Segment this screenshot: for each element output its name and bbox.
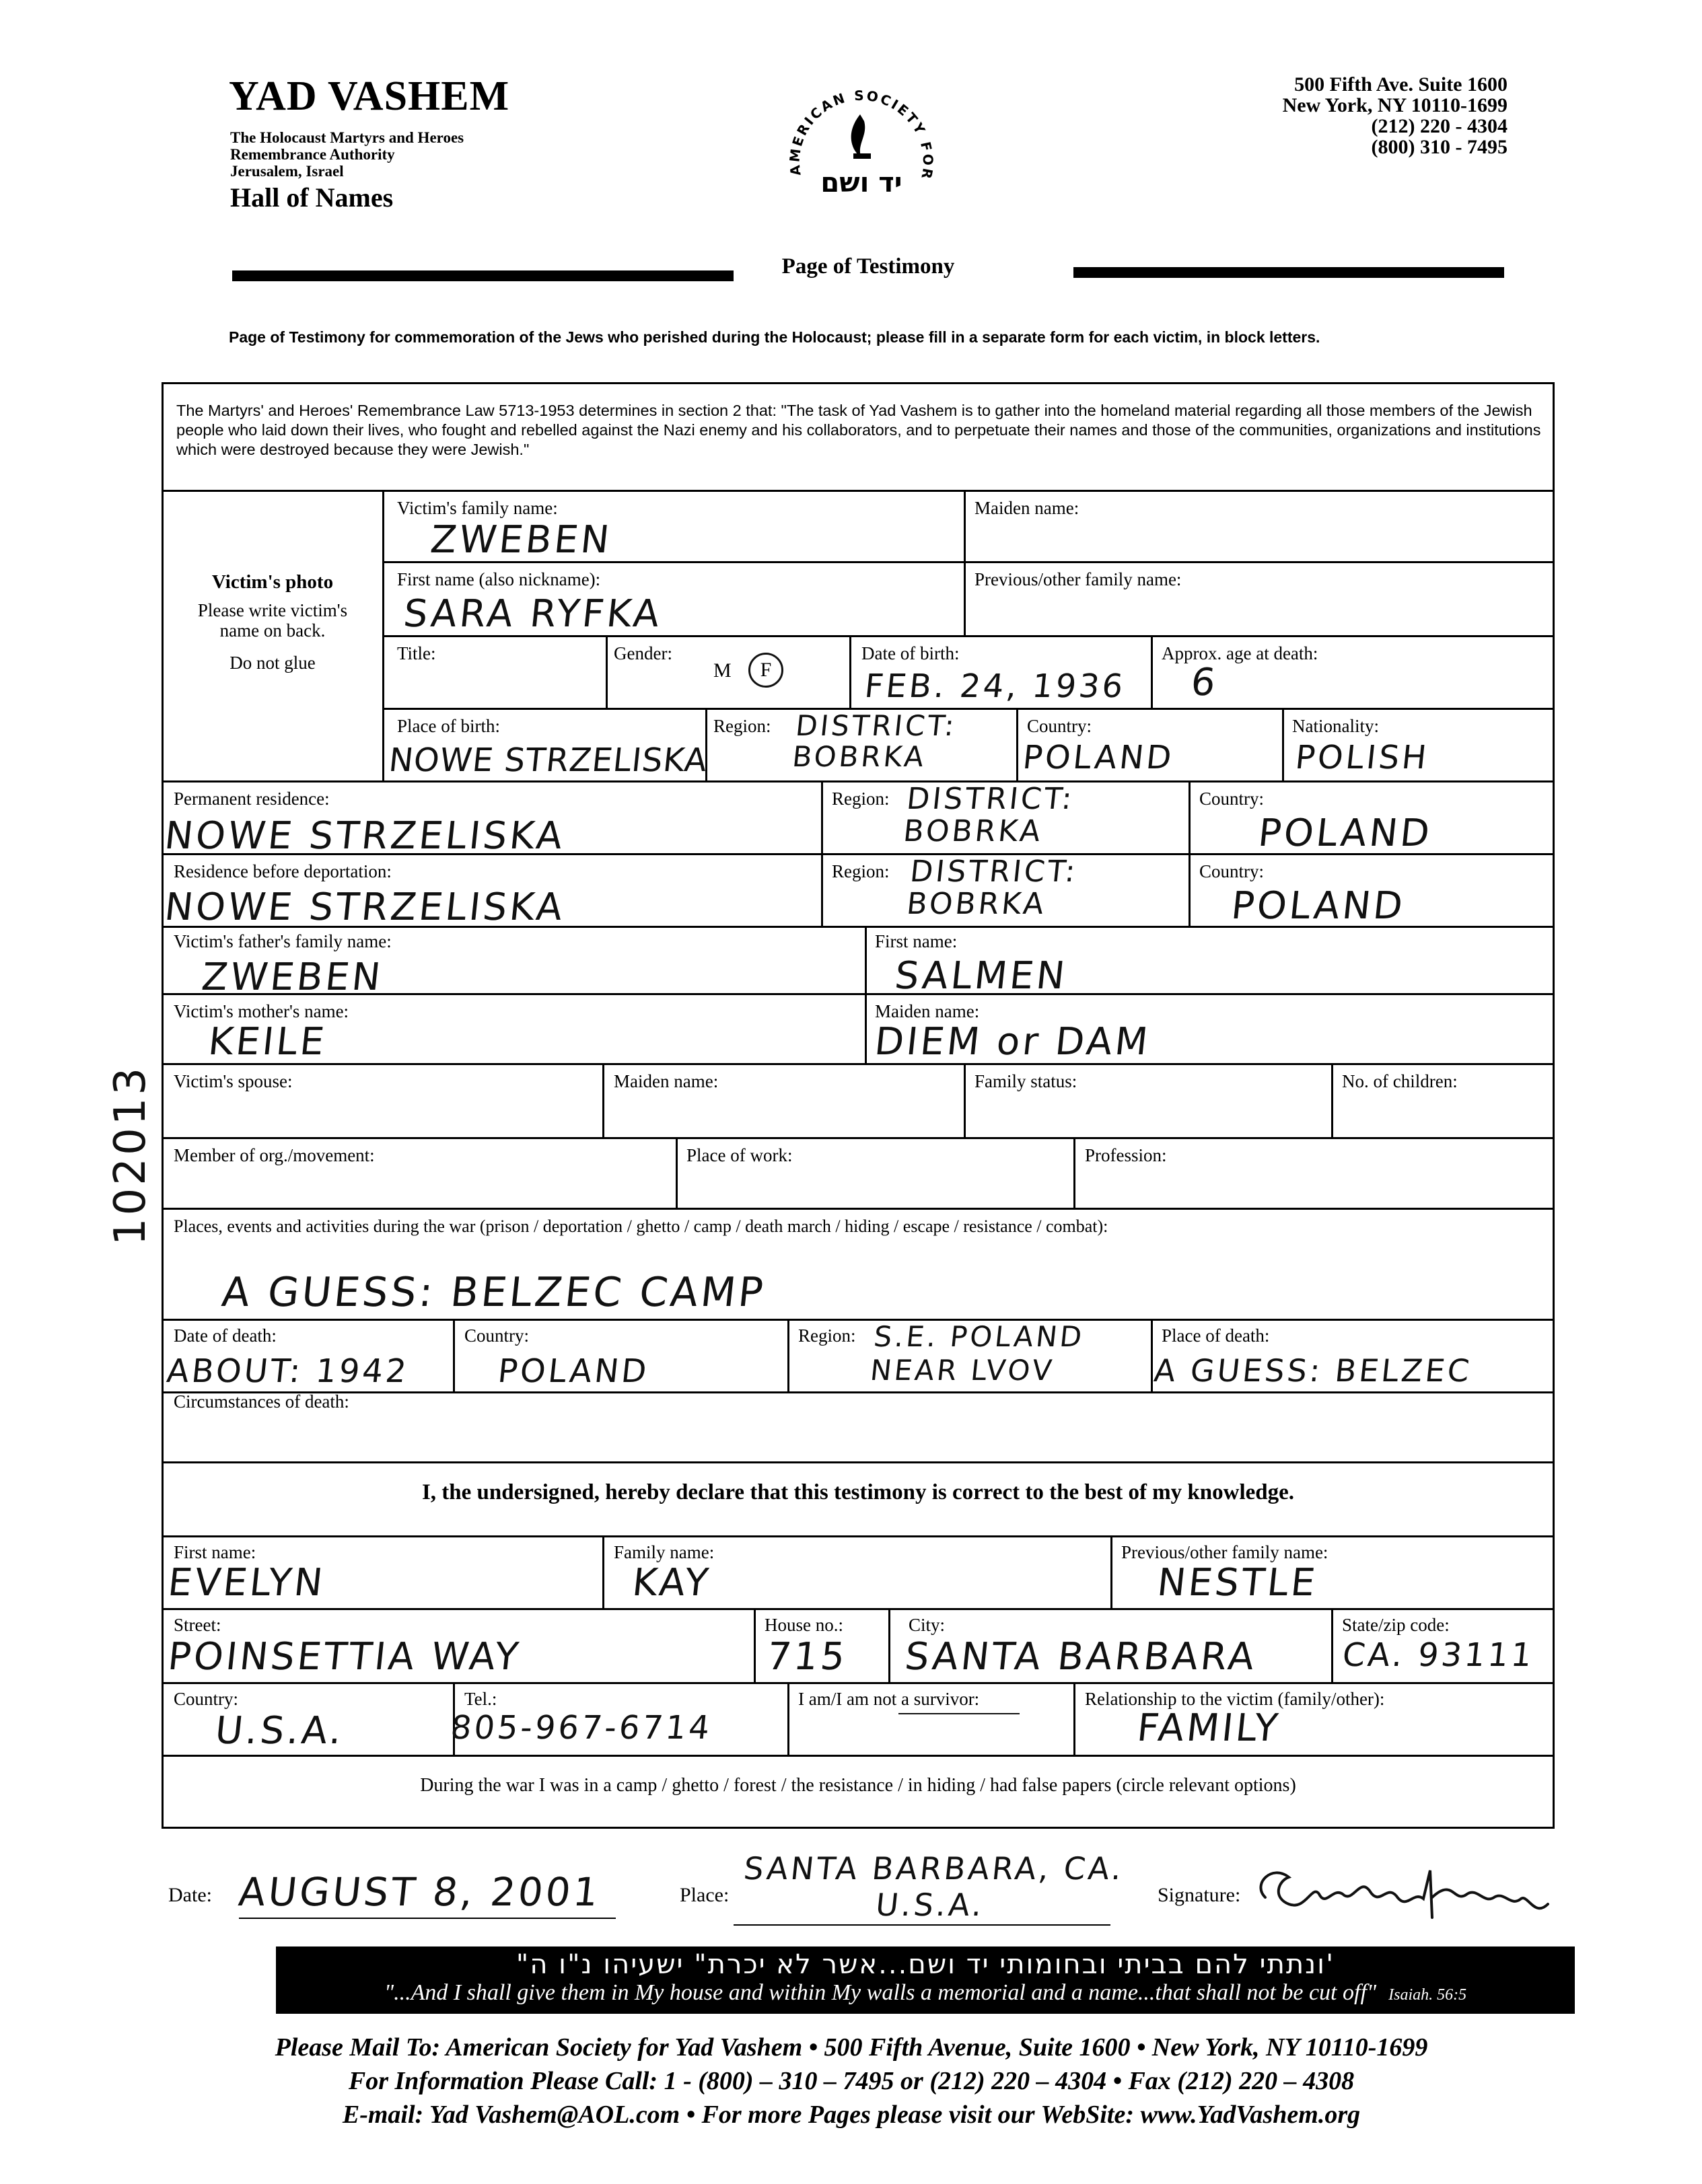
permanent-residence-label: Permanent residence: (174, 789, 330, 809)
date-of-birth-value[interactable]: FEB. 24, 1936 (863, 667, 1128, 705)
signature-image (1252, 1857, 1561, 1931)
pob-region-label: Region: (713, 716, 771, 736)
place-value[interactable]: SANTA BARBARA, CA. U.S.A. (742, 1850, 1127, 1923)
gender-f-option-circled[interactable]: F (748, 653, 783, 688)
mother-name-label: Victim's mother's name: (174, 1001, 349, 1021)
signature-label: Signature: (1158, 1884, 1241, 1906)
dod-country-value[interactable]: POLAND (496, 1352, 651, 1390)
place-of-death-value[interactable]: A GUESS: BELZEC (1152, 1352, 1474, 1389)
residence-before-deportation-label: Residence before deportation: (174, 861, 392, 881)
submitter-previous-name-label: Previous/other family name: (1121, 1542, 1328, 1562)
city-label: City: (909, 1615, 946, 1635)
age-at-death-label: Approx. age at death: (1162, 643, 1318, 663)
father-family-name-value[interactable]: ZWEBEN (199, 955, 386, 999)
date-of-birth-label: Date of birth: (861, 643, 960, 663)
place-of-birth-value[interactable]: NOWE STRZELISKA (387, 741, 709, 779)
quote-citation: Isaiah. 56:5 (1388, 1986, 1467, 2004)
date-label: Date: (168, 1884, 212, 1906)
maiden-name-label: Maiden name: (974, 498, 1079, 518)
mother-name-value[interactable]: KEILE (206, 1020, 329, 1064)
nationality-label: Nationality: (1292, 716, 1379, 736)
place-of-work-label: Place of work: (686, 1145, 793, 1165)
hall-of-names: Hall of Names (230, 182, 394, 213)
age-at-death-value[interactable]: 6 (1189, 661, 1221, 704)
gender-m-option[interactable]: M (713, 659, 732, 682)
place-line (734, 1924, 1110, 1926)
place-of-birth-label: Place of birth: (397, 716, 500, 736)
date-of-death-label: Date of death: (174, 1325, 277, 1346)
residence-before-deportation-value[interactable]: NOWE STRZELISKA (162, 885, 567, 929)
house-number-value[interactable]: 715 (765, 1635, 850, 1679)
victim-photo-box: Victim's photo Please write victim's name on back. Do not glue (197, 571, 348, 673)
family-status-label: Family status: (974, 1071, 1077, 1091)
pob-region-value[interactable]: DISTRICT: BOBRKA (791, 709, 959, 773)
father-family-name-label: Victim's father's family name: (174, 931, 392, 951)
hebrew-quote: "ונתתי להם בביתי ובחומותי יד ושם...אשר לא יכרת" ישעיהו נ"ו ה' (516, 1949, 1335, 1980)
res-country-label: Country: (1199, 861, 1265, 881)
perm-country-value[interactable]: POLAND (1256, 811, 1435, 855)
family-name-value[interactable]: ZWEBEN (428, 518, 614, 562)
submitter-family-name-value[interactable]: KAY (630, 1561, 713, 1605)
place-label: Place: (680, 1884, 730, 1906)
father-first-name-label: First name: (875, 931, 958, 951)
first-name-label: First name (also nickname): (397, 569, 601, 589)
logo-hebrew: יד ושם (820, 168, 902, 198)
dod-region-label: Region: (798, 1325, 856, 1346)
address-block: 500 Fifth Ave. Suite 1600 New York, NY 10110-1699 (212) 220 - 4304 (800) 310 - 7495 (1282, 73, 1508, 158)
first-name-value[interactable]: SARA RYFKA (401, 592, 664, 636)
mother-maiden-name-value[interactable]: DIEM or DAM (872, 1020, 1153, 1064)
house-number-label: House no.: (765, 1615, 843, 1635)
date-value[interactable]: AUGUST 8, 2001 (236, 1869, 604, 1915)
submitter-country-value[interactable]: U.S.A. (213, 1709, 347, 1753)
relationship-value[interactable]: FAMILY (1135, 1706, 1283, 1750)
profession-label: Profession: (1085, 1145, 1167, 1165)
pob-country-label: Country: (1027, 716, 1092, 736)
declaration-text: I, the undersigned, hereby declare that this testimony is correct to the best of my knowledge. (421, 1480, 1295, 1504)
spouse-label: Victim's spouse: (174, 1071, 293, 1091)
state-zip-label: State/zip code: (1342, 1615, 1450, 1635)
father-first-name-value[interactable]: SALMEN (892, 954, 1070, 998)
english-quote: "...And I shall give them in My house and within My walls a memorial and a name...that shall not be cut off" (384, 1980, 1377, 2005)
perm-region-value[interactable]: DISTRICT: BOBRKA (901, 782, 1077, 848)
previous-family-name-label: Previous/other family name: (974, 569, 1182, 589)
number-of-children-label: No. of children: (1342, 1071, 1458, 1091)
org-subtitle: The Holocaust Martyrs and Heroes Remembrance Authority Jerusalem, Israel (230, 129, 464, 180)
header-rule-right (1073, 267, 1504, 278)
street-value[interactable]: POINSETTIA WAY (166, 1635, 524, 1679)
dod-region-value[interactable]: S.E. POLAND NEAR LVOV (868, 1320, 1086, 1387)
date-line (239, 1918, 616, 1919)
mailing-instructions: Please Mail To: American Society for Yad Vashem • 500 Fifth Avenue, Suite 1600 • New York, NY 10110-1699 For Information Please Call: 1 - (800) – 310 – 7495 or (212) 220 – 4304 • Fax (212) 220 – 4308 E-mail: Yad Vashem@AOL.com • For more Pages please visit our WebSite: www.YadVashem.org (275, 2033, 1428, 2129)
page-of-testimony-title: Page of Testimony (781, 254, 955, 279)
title-label: Title: (397, 643, 436, 663)
submitter-first-name-label: First name: (174, 1542, 256, 1562)
submitter-first-name-value[interactable]: EVELYN (166, 1561, 328, 1605)
mother-maiden-name-label: Maiden name: (875, 1001, 980, 1021)
society-logo (774, 74, 949, 249)
svg-text:AMERICAN SOCIETY FOR YAD VASHE: AMERICAN SOCIETY FOR (786, 87, 937, 182)
gender-label: Gender: (614, 643, 672, 663)
nationality-value[interactable]: POLISH (1293, 739, 1431, 776)
perm-country-label: Country: (1199, 789, 1265, 809)
intro-text: Page of Testimony for commemoration of the Jews who perished during the Holocaust; please fill in a separate form for each victim, in block letters. (229, 328, 1320, 346)
not-a-survivor-underline (898, 1713, 1020, 1714)
permanent-residence-value[interactable]: NOWE STRZELISKA (162, 814, 567, 858)
places-during-war-value[interactable]: A GUESS: BELZEC CAMP (219, 1269, 768, 1316)
isaiah-quote-banner (276, 1946, 1575, 2014)
law-text: The Martyrs' and Heroes' Remembrance Law 5713-1953 determines in section 2 that: "The task of Yad Vashem is to gather into the homeland material regarding all those members of the Jewish people who laid down their lives, who fought and rebelled against the Nazi enemy and his collaborators, and to perpetuate their names and those of the communities, organizations and institutions which were destroyed because they were Jewish." (176, 402, 1541, 458)
org-title: YAD VASHEM (229, 73, 510, 119)
telephone-value[interactable]: 805-967-6714 (449, 1709, 714, 1747)
dod-country-label: Country: (464, 1325, 530, 1346)
relationship-label: Relationship to the victim (family/other): (1085, 1689, 1385, 1709)
res-region-label: Region: (832, 861, 890, 881)
submitter-family-name-label: Family name: (614, 1542, 715, 1562)
pob-country-value[interactable]: POLAND (1021, 739, 1176, 776)
spouse-maiden-name-label: Maiden name: (614, 1071, 719, 1091)
telephone-label: Tel.: (464, 1689, 497, 1709)
submitter-country-label: Country: (174, 1689, 239, 1709)
res-country-value[interactable]: POLAND (1229, 884, 1408, 928)
place-of-death-label: Place of death: (1162, 1325, 1270, 1346)
perm-region-label: Region: (832, 789, 890, 809)
submitter-previous-name-value[interactable]: NESTLE (1155, 1561, 1320, 1605)
margin-number: 102013 (106, 1064, 156, 1246)
res-region-value[interactable]: DISTRICT: BOBRKA (905, 854, 1080, 921)
member-org-label: Member of org./movement: (174, 1145, 375, 1165)
circumstances-of-death-label: Circumstances of death: (174, 1391, 349, 1412)
during-war-options[interactable]: During the war I was in a camp / ghetto / forest / the resistance / in hiding / had false papers (circle relevant options) (420, 1775, 1296, 1796)
city-value[interactable]: SANTA BARBARA (902, 1635, 1259, 1679)
places-during-war-label: Places, events and activities during the war (prison / deportation / ghetto / camp / death march / hiding / escape / resistance / combat): (174, 1216, 1108, 1236)
family-name-label: Victim's family name: (397, 498, 558, 518)
survivor-label: I am/I am not a survivor: (798, 1689, 980, 1709)
state-zip-value[interactable]: CA. 93111 (1341, 1636, 1536, 1674)
date-of-death-value[interactable]: ABOUT: 1942 (165, 1352, 411, 1390)
street-label: Street: (174, 1615, 221, 1635)
header-rule-left (232, 270, 734, 281)
